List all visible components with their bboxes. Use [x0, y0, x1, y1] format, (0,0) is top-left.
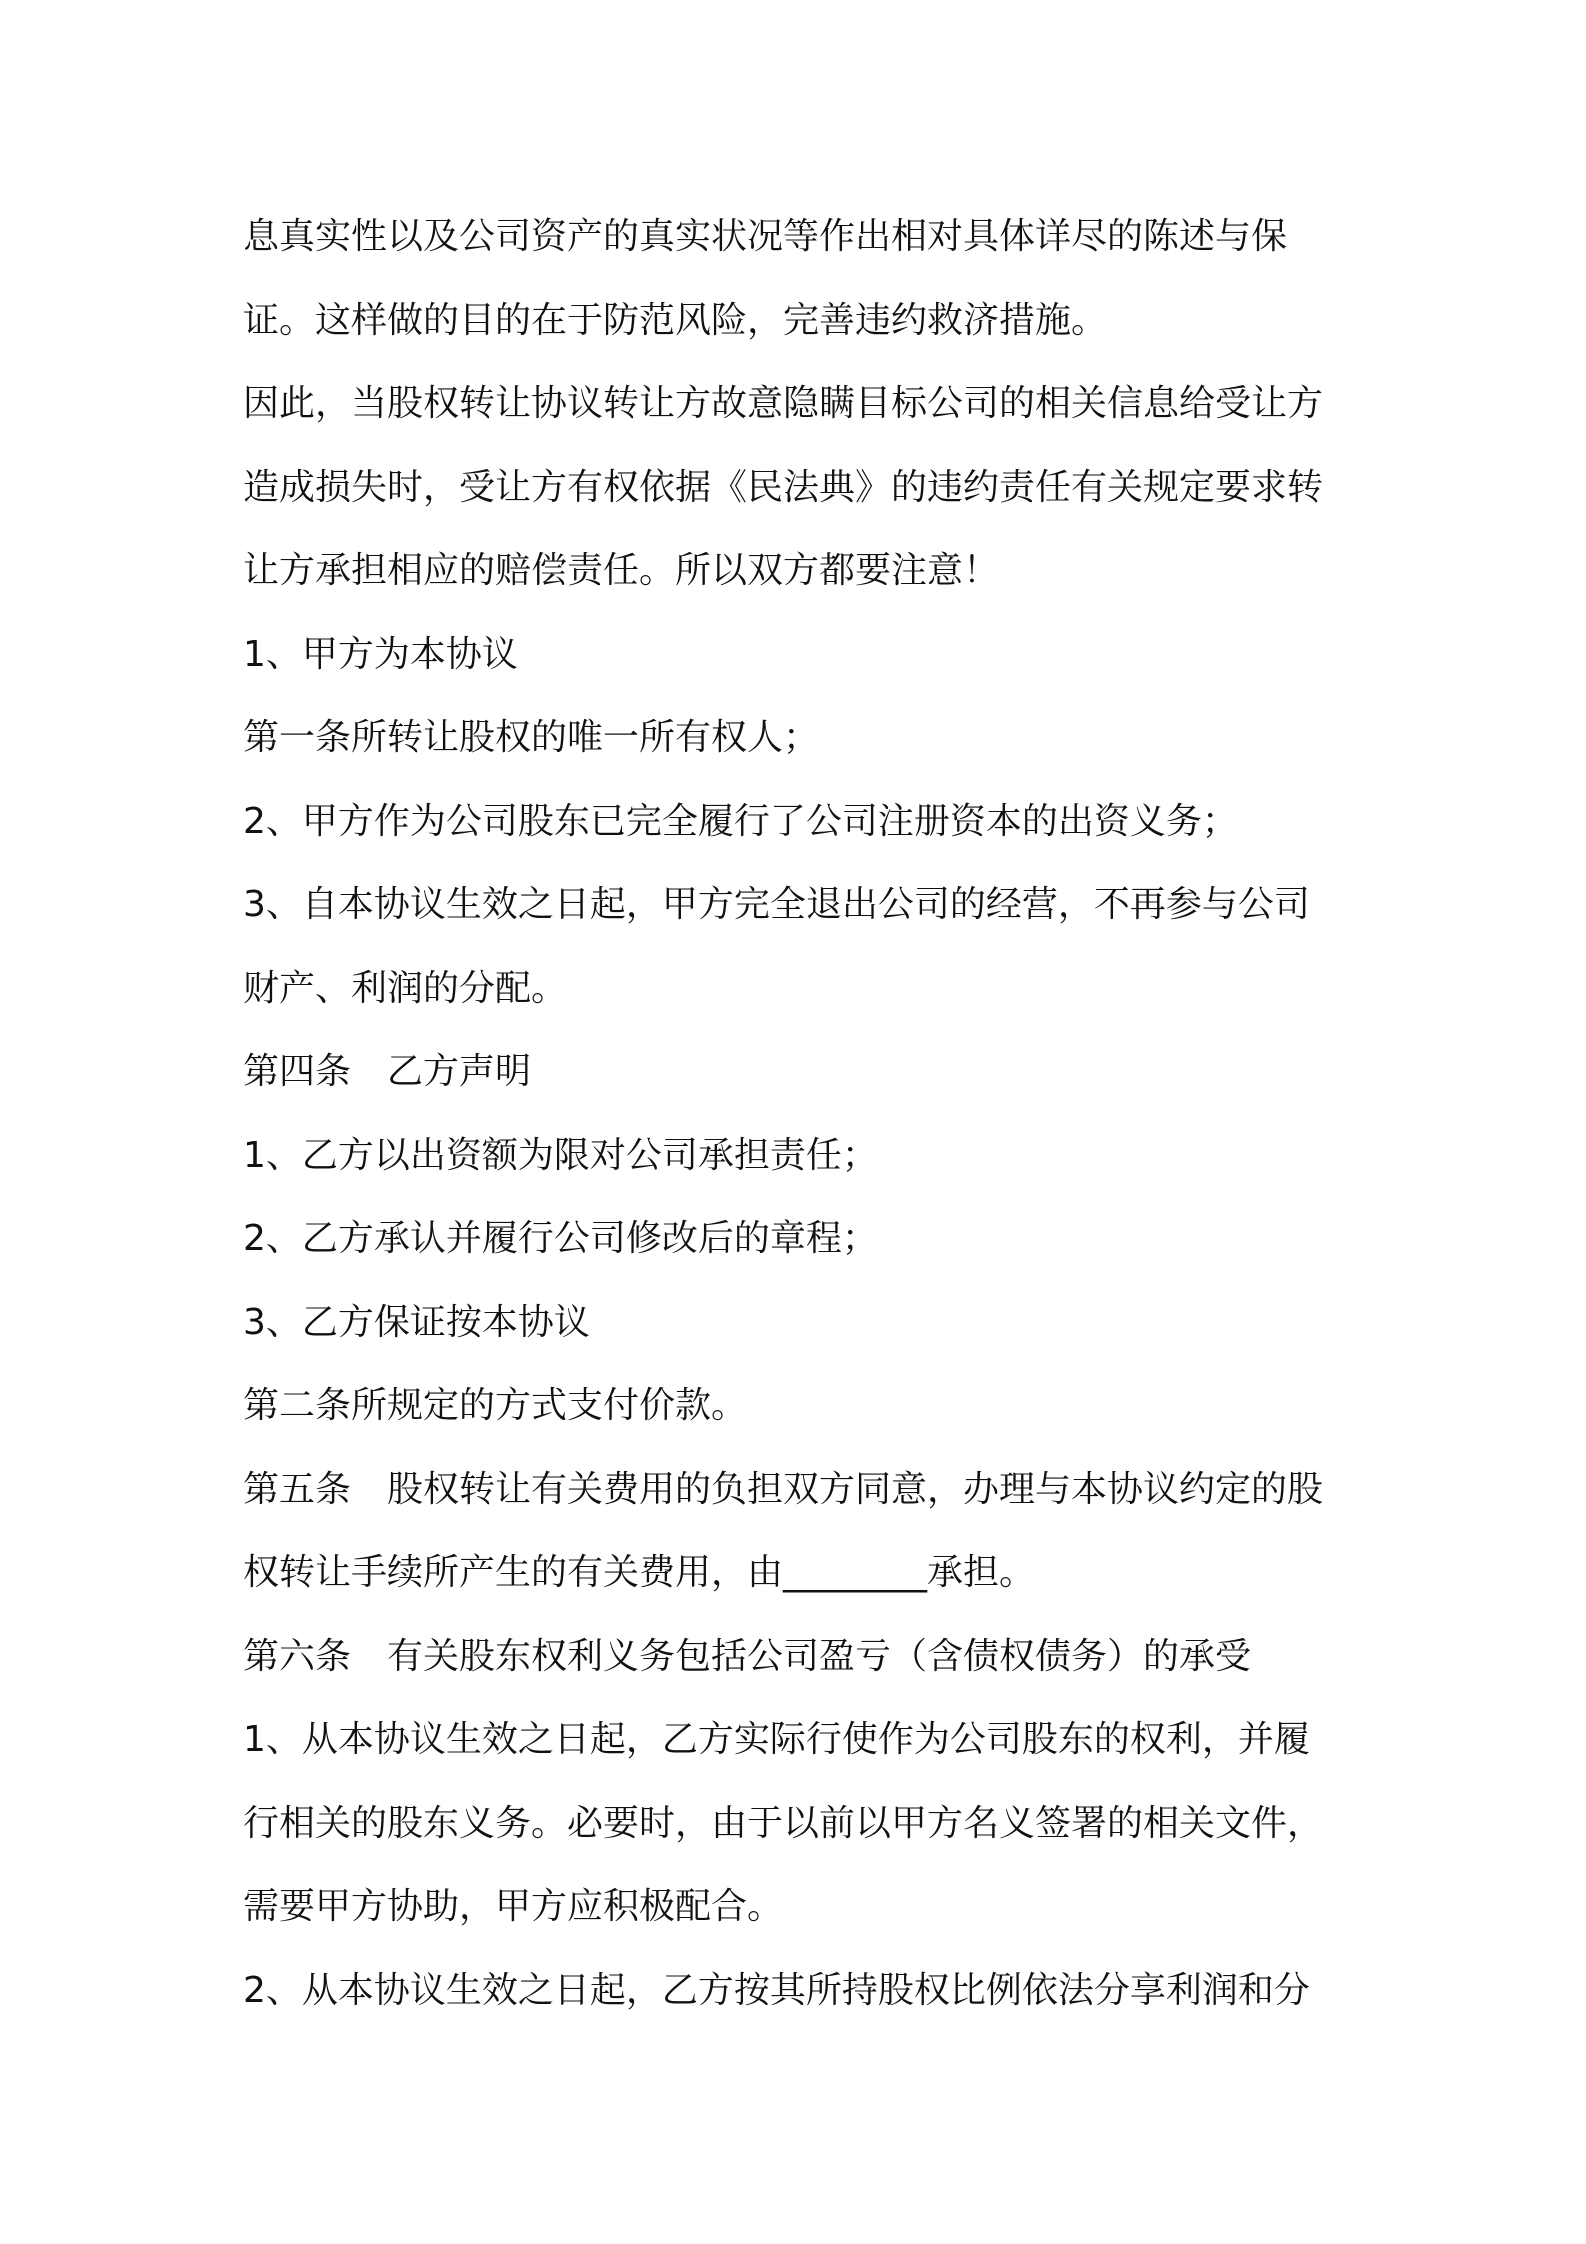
text-line: 证。这样做的目的在于防范风险，完善违约救济措施。 — [243, 299, 1108, 341]
document-body — [243, 195, 1358, 2032]
text-line: 权转让手续所产生的有关费用，由________承担。 — [243, 1552, 1036, 1593]
text-line: 行相关的股东义务。必要时，由于以前以甲方名义签署的相关文件， — [243, 1802, 1324, 1844]
clause-item: 3、自本协议生效之日起，甲方完全退出公司的经营，不再参与公司 — [243, 884, 1310, 925]
text-line: 因此，当股权转让协议转让方故意隐瞒目标公司的相关信息给受让方 — [243, 383, 1324, 424]
article-heading: 第二条所规定的方式支付价款。 — [243, 1385, 748, 1426]
text-line: 需要甲方协助，甲方应积极配合。 — [243, 1886, 784, 1927]
text-line: 息真实性以及公司资产的真实状况等作出相对具体详尽的陈述与保 — [243, 216, 1288, 257]
clause-item: 2、从本协议生效之日起，乙方按其所持股权比例依法分享利润和分 — [243, 1969, 1310, 2011]
article-heading: 第六条 有关股东权利义务包括公司盈亏（含债权债务）的承受 — [243, 1635, 1252, 1677]
clause-item: 1、乙方以出资额为限对公司承担责任； — [243, 1134, 878, 1176]
text-line: 财产、利润的分配。 — [243, 967, 568, 1009]
text-line: 造成损失时，受让方有权依据《民法典》的违约责任有关规定要求转 — [243, 466, 1324, 508]
article-heading: 第四条 乙方声明 — [243, 1051, 532, 1092]
clause-item: 3、乙方保证按本协议 — [243, 1301, 590, 1343]
clause-item: 2、乙方承认并履行公司修改后的章程； — [243, 1218, 878, 1259]
clause-item: 1、从本协议生效之日起，乙方实际行使作为公司股东的权利，并履 — [243, 1719, 1310, 1760]
article-heading: 第五条 股权转让有关费用的负担双方同意，办理与本协议约定的股 — [243, 1468, 1324, 1510]
text-line: 让方承担相应的赔偿责任。所以双方都要注意！ — [243, 550, 1000, 591]
clause-item: 1、甲方为本协议 — [243, 633, 518, 675]
clause-item: 2、甲方作为公司股东已完全履行了公司注册资本的出资义务； — [243, 800, 1238, 842]
article-heading: 第一条所转让股权的唯一所有权人； — [243, 717, 820, 758]
